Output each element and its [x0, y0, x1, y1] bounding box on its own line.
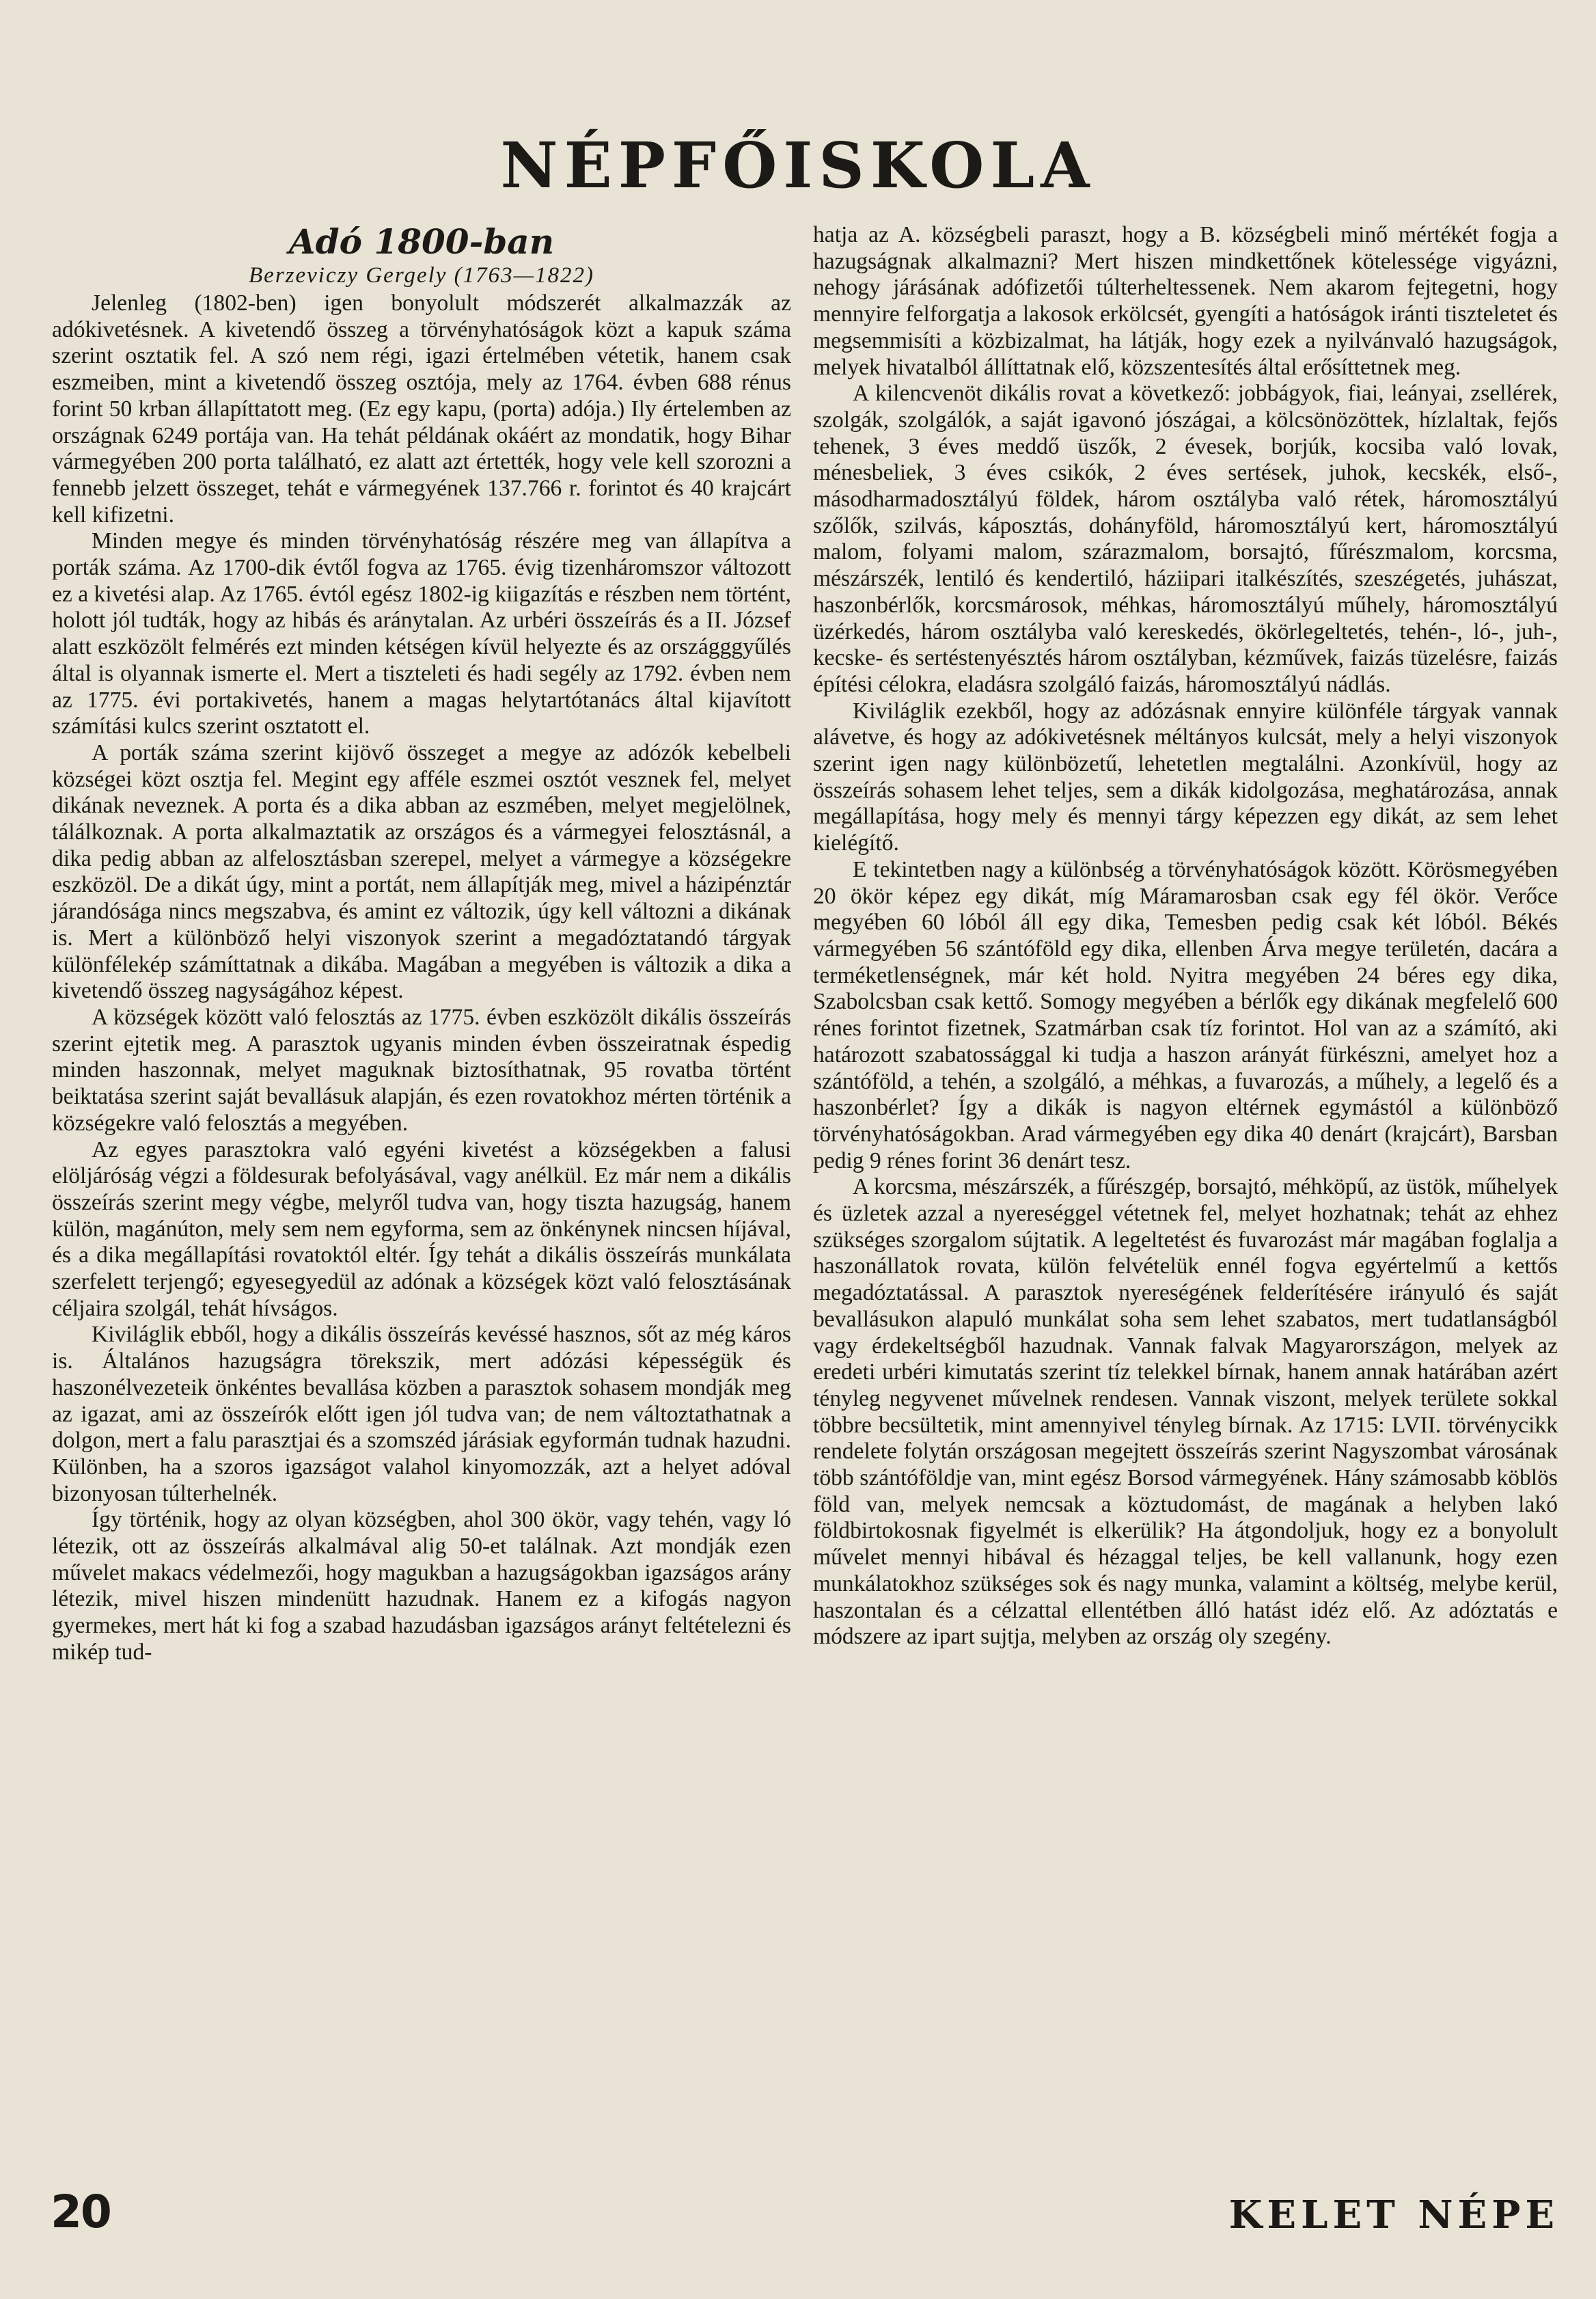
right-column	[813, 222, 1558, 1650]
paragraph: A korcsma, mészárszék, a fűrészgép, borsajtó, méhköpű, az üstök, műhelyek és üzletek azzal a nyereséggel vétetnek fel, melyet hozhatnak; tehát az ehhez szükséges szorgalom sújtatik. A legeltetést és fuvarozást már magában foglalja a haszonállatok rovata, külön felvételük ennél fogva egyértelmű a kettős megadóztatással. A parasztok nyereségének felderítésére irányuló és saját bevallásukon alapuló munkálat soha sem lehet szabatos, mert tudatlanságból vagy érdekeltségből hazudnak. Vannak falvak Magyarországon, melyek az eredeti urbéri kimutatás szerint tíz telekkel bírnak, hanem annak határában azért tényleg negyvenet művelnek rendesen. Vannak viszont, melyek területe sokkal többre becsültetik, mint amennyivel tényleg bírnak. Az 1715: LVII. törvénycikk rendelete folytán országosan megejtett összeírás szerint Nagyszombat városának több szántóföldje van, mint egész Borsod vármegyének. Hány számosabb köblös föld van, melyek nemcsak a köztudomást, de magának a helyben lakó földbirtokosnak figyelmét is elkerülik? Ha átgondoljuk, hogy ez a bonyolult művelet mennyi hibával és hézaggal teljes, be kell vallanunk, hogy ezen munkálatokhoz szükséges sok és nagy munka, valamint a költség, melybe kerül, haszontalan és a célzattal ellentétben álló hatást idéz elő. Az adóztatás e módszere az ipart sujtja, melyben az ország oly szegény.	[813, 1174, 1558, 1650]
paragraph: A kilencvenöt dikális rovat a következő: jobbágyok, fiai, leányai, zsellérek, szolgák, szolgálók, a saját igavonó jószágai, a kölcsönözöttek, hízlaltak, fejős tehenek, 3 éves meddő üszők, 2 évesek, borjúk, kocsiba való lovak, ménesbeliek, 3 éves csikók, 2 éves sertések, juhok, kecskék, első-, másodharmadosztályú földek, három osztályba való rétek, háromosztályú szőlők, szilvás, káposztás, dohányföld, háromosztályú kert, háromosztályú malom, folyami malom, szárazmalom, borsajtó, fűrészmalom, korcsma, mészárszék, lentiló és kendertiló, háziipari italkészítés, szeszégetés, juhászat, haszonbérlők, korcsmárosok, méhkas, háromosztályú műhely, háromosztályú üzérkedés, három osztályba való kereskedés, ökörlegeltetés, tehén-, ló-, juh-, kecske- és sertéstenyésztés három osztályban, kézművek, faizás tüzelésre, faizás építési célokra, eladásra szolgáló faizás, háromosztályú nádlás.	[813, 381, 1558, 697]
paragraph: A porták száma szerint kijövő összeget a megye az adózók kebelbeli községei közt osztja fel. Megint egy afféle eszmei osztót vesznek fel, melyet dikának neveznek. A porta és a dika abban az eszmében, melyet megjelölnek, tálálkoznak. A porta alkalmaztatik az országos és a vármegyei felosztásnál, a dika pedig abban az alfelosztásban szerepel, melyet a vármegye a községekre eszközöl. De a dikát úgy, mint a portát, nem állapítják meg, mivel a házipénztár járandósága nincs megszabva, és amint ez változik, úgy kell változni a dikának is. Mert a különböző helyi viszonyok szerint a megadóztatandó tárgyak különfélekép számíttatnak a dikába. Magában a megyében is változik a dika a kivetendő összeg nagyságához képest.	[52, 739, 791, 1004]
paragraph: E tekintetben nagy a különbség a törvényhatóságok között. Körösmegyében 20 ökör képez egy dikát, míg Máramarosban csak egy fél ökör. Verőce megyében 60 lóból áll egy dika, Temesben pedig csak két lóból. Békés vármegyében 56 szántóföld egy dika, ellenben Árva megye területén, dacára a terméketlenségnek, már két hold. Nyitra megyében 24 béres egy dika, Szabolcsban csak kettő. Somogy megyében a bérlők egy dikának megfelelő 600 rénes forintot fizetnek, Szatmárban csak tíz forintot. Hol van az a számító, aki határozott szabatossággal ki tudja a haszon arányát fürkészni, amelyet hoz a szántóföld, a tehén, a szolgáló, a méhkas, a fuvarozás, a műhely, a legelő és a haszonbérlet? Így a dikák is nagyon eltérnek egymástól a különböző törvényhatóságokban. Arad vármegyében egy dika 40 denárt (krajcárt), Barsban pedig 9 rénes forint 36 denárt tesz.	[813, 856, 1558, 1173]
magazine-name: KELET NÉPE	[1228, 2192, 1559, 2237]
paragraph: A községek között való felosztás az 1775. évben eszközölt dikális összeírás szerint ejtetik meg. A parasztok ugyanis minden évben összeiratnak éspedig minden haszonnak, melyet maguknak biztosíthatnak, 95 rovatba történt beiktatása szerint saját bevallásuk alapján, és ezen rovatokhoz mérten történik a községekre való felosztás a megyében.	[52, 1004, 791, 1136]
left-column	[52, 222, 791, 1666]
section-title: NÉPFŐISKOLA	[500, 128, 1096, 202]
paragraph: Jelenleg (1802-ben) igen bonyolult módszerét alkalmazzák az adókivetésnek. A kivetendő összeg a törvényhatóságok közt a kapuk száma szerint osztatik fel. A szó nem régi, igazi értelmében vétetik, hanem csak eszmeiben, mint a kivetendő összeg osztója, mely az 1764. évben 688 rénus forint 50 krban állapíttatott meg. (Ez egy kapu, (porta) adója.) Ily értelemben az országnak 6249 portája van. Ha tehát példának okáért az mondatik, hogy Bihar vármegyében 200 porta található, ez alatt azt értették, hogy vele kell szorozni a fennebb jelzett összeget, tehát e vármegyének 137.766 r. forintot és 40 krajcárt kell kifizetni.	[52, 290, 791, 528]
page-number: 20	[51, 2186, 111, 2238]
article-title: Adó 1800-ban	[288, 221, 555, 262]
paragraph: Minden megye és minden törvényhatóság részére meg van állapítva a porták száma. Az 1700-dik évtől fogva az 1765. évig tizenháromszor változott ez a kivetési alap. Az 1765. évtól egész 1802-ig kiigazítás e részben nem történt, holott jól tudták, hogy az hibás és aránytalan. Az urbéri összeírás és a II. József alatt eszközölt felmérés ezt minden kétségen kívül helyezte és az országggyűlés által is olyannak ismerte el. Mert a tiszteleti és hadi segély az 1792. évben nem az 1775. évi portakivetés, hanem a magas helytartótanács által kijavított számítási kulcs szerint osztatott el.	[52, 528, 791, 739]
paragraph: Így történik, hogy az olyan községben, ahol 300 ökör, vagy tehén, vagy ló létezik, ott az összeírás alkalmával alig 50-et találnak. Azt mondják ezen művelet makacs védelmezői, hogy magukban a hazugságokban igazságos arány létezik, mivel hiszen mindenütt hazudnak. Hanem ez a kifogás nagyon gyermekes, mert hát ki fog a szabad hazudásban igazságos arányt feltételezni és mikép tud-	[52, 1507, 791, 1665]
paragraph: Kiviláglik ebből, hogy a dikális összeírás kevéssé hasznos, sőt az még káros is. Általános hazugságra törekszik, mert adózási képességük és haszonélvezeteik önkéntes bevallása közben a parasztok sohasem mondják meg az igazat, ami az összeírók előtt igen jól tudva van; de nem változtathatnak a dolgon, mert a falu parasztjai és a szomszéd járásiak egyformán tudnak hazudni. Különben, ha a szoros igazságot valahol kinyomozzák, azt a helyet adóval bizonyosan túlterhelnék.	[52, 1322, 791, 1506]
paragraph: hatja az A. községbeli paraszt, hogy a B. községbeli minő mértékét fogja a hazugságnak alkalmazni? Mert hiszen mindkettőnek kötelessége vigyázni, nehogy járásának adófizetői túlterheltessenek. Nem akarom fejtegetni, hogy mennyire felforgatja a lakosok erkölcsét, gyengíti a hatóságok iránti tiszteletet és megsemmisíti a közbizalmat, ha látják, hogy ezek a nyilvánvaló hazugságok, melyek hivatalból állíttatnak elő, közszentesítés által erősíttetnek meg.	[813, 222, 1558, 380]
article-author: Berzeviczy Gergely (1763—1822)	[249, 263, 594, 288]
paragraph: Az egyes parasztokra való egyéni kivetést a községekben a falusi elöljáróság végzi a földesurak befolyásával, vagy anélkül. Ez már nem a dikális összeírás szerint megy végbe, melyről tudva van, hogy tiszta hazugság, hanem külön, magánúton, mely sem nem egyforma, sem az önkénynek nincsen híjával, és a dika megállapítási rovatoktól eltér. Így tehát a dikális összeírás munkálata szerfelett terjengő; egyesegyedül az adónak a községek közt való felosztásának céljaira szolgál, tehát hívságos.	[52, 1137, 791, 1321]
paragraph: Kiviláglik ezekből, hogy az adózásnak ennyire különféle tárgyak vannak alávetve, és hogy az adókivetésnek méltányos kulcsát, mely a helyi viszonyok szerint igen nagy különbözetű, lehetetlen megtalálni. Azonkívül, hogy az összeírás sohasem lehet teljes, sem a dikák kidolgozása, meghatározása, annak megállapítása, hogy mely és mennyi tárgy képezzen egy dikát, az sem lehet kielégítő.	[813, 698, 1558, 856]
